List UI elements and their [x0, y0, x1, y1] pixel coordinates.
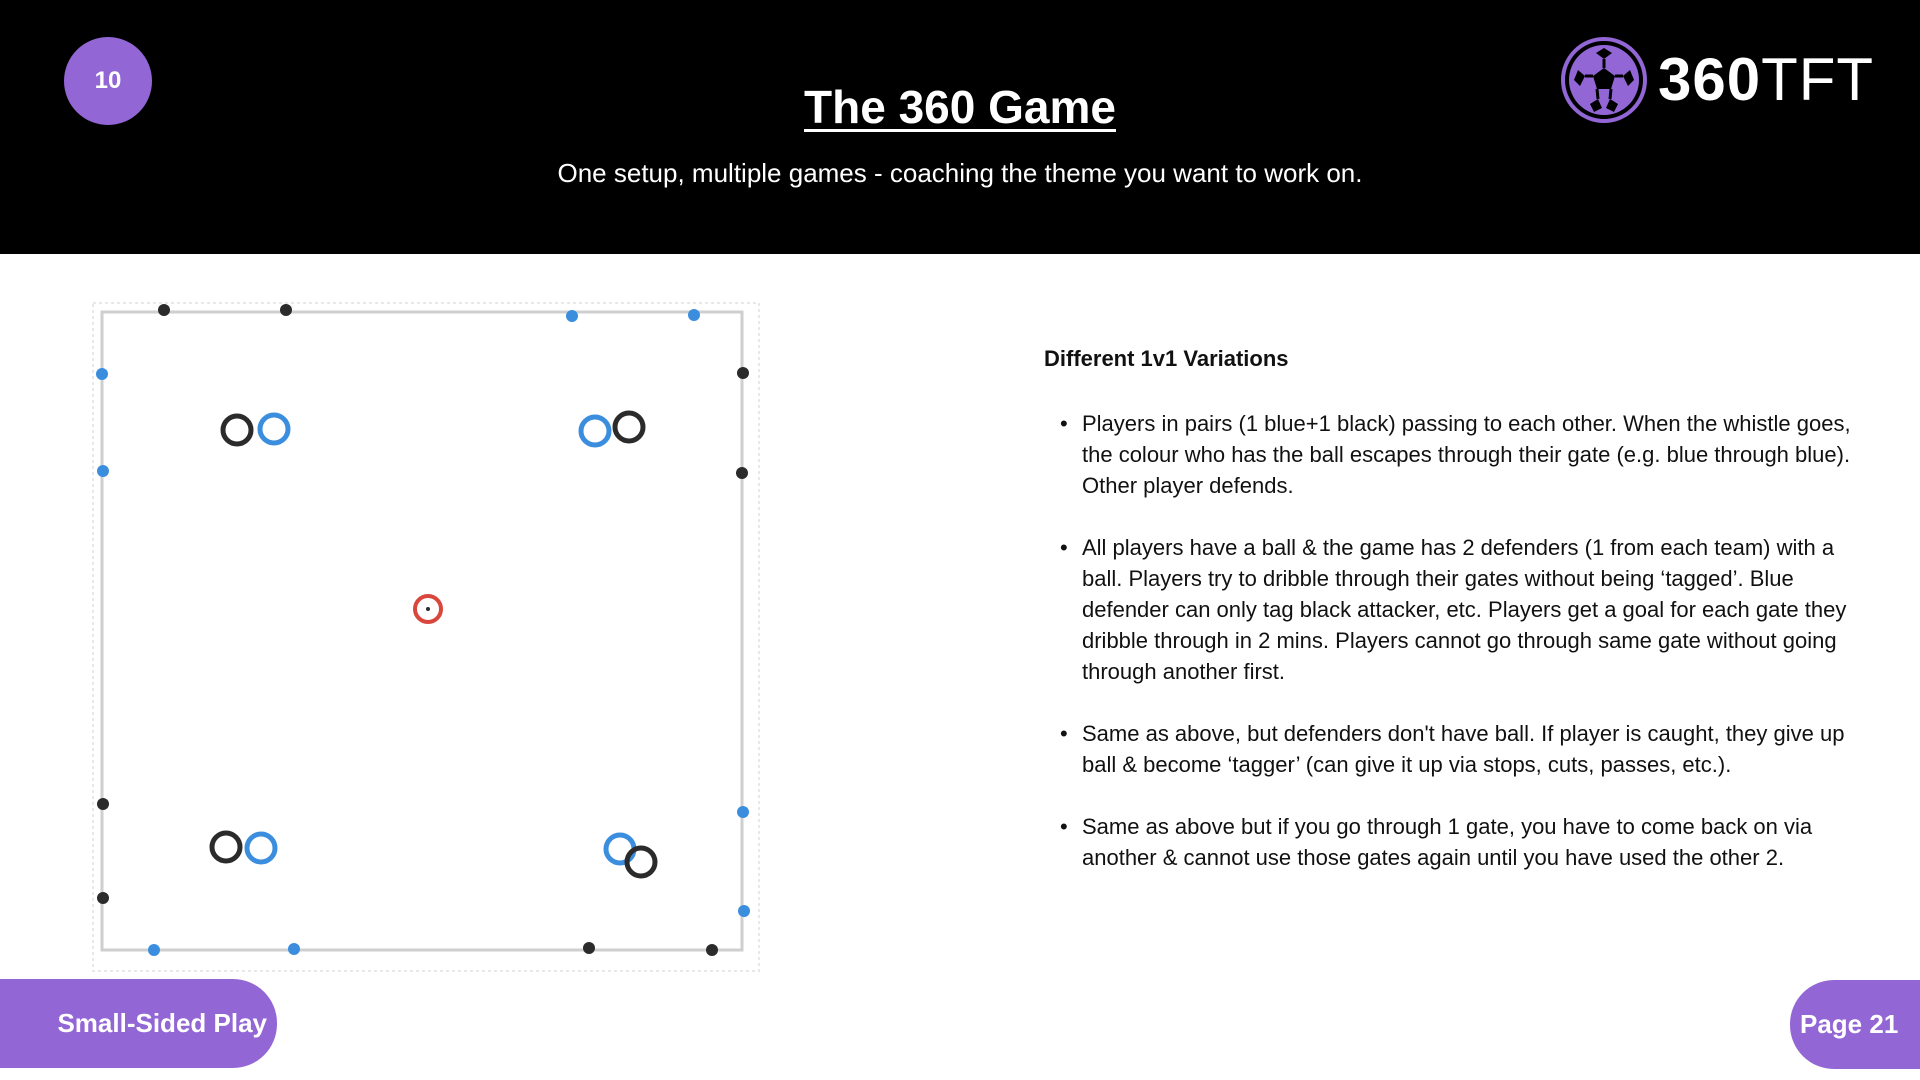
player-black [212, 833, 240, 861]
list-item: • Same as above, but defenders don't have ball. If player is caught, they give up ball & become ‘tagger’ (can give it up via stops, cuts, passes, etc.). [1060, 721, 1845, 777]
cone-black [583, 942, 595, 954]
list-item: • Players in pairs (1 blue+1 black) passing to each other. When the whistle goes, the colour who has the ball escapes through their gate (e.g. blue through blue). Other player defends. [1060, 411, 1851, 498]
brand-logo [1560, 36, 1874, 124]
cone-blue [566, 310, 578, 322]
pitch-svg [92, 302, 760, 972]
cone-blue [738, 905, 750, 917]
variations-list [1044, 408, 1864, 873]
player-black [627, 848, 655, 876]
slide-number-badge: 10 [64, 37, 152, 125]
cone-blue [688, 309, 700, 321]
pitch-boundary [102, 312, 742, 950]
cone-black [280, 304, 292, 316]
section-heading: Different 1v1 Variations [1044, 346, 1289, 371]
cone-black [158, 304, 170, 316]
cone-black [97, 892, 109, 904]
page-number-tag: Page 21 [1790, 980, 1920, 1069]
page-subtitle: One setup, multiple games - coaching the theme you want to work on. [557, 158, 1363, 188]
cone-black [736, 467, 748, 479]
cone-black [737, 367, 749, 379]
cone-blue [148, 944, 160, 956]
header-bar [0, 0, 1920, 254]
cone-blue [288, 943, 300, 955]
variations-section [1044, 346, 1864, 904]
page-title: The 360 Game [804, 81, 1116, 133]
cone-black [706, 944, 718, 956]
soccer-ball-icon [1560, 36, 1648, 124]
cone-black [97, 798, 109, 810]
player-black [615, 413, 643, 441]
logo-wordmark: 360TFT [1658, 46, 1875, 113]
list-item: • All players have a ball & the game has 2 defenders (1 from each team) with a ball. Players try to dribble through their gates without being ‘tagged’. Blue defender can only tag black attacker, etc. Players get a goal for each gate they dribble through in 2 mins. Players cannot go through same gate without going through another first. [1060, 535, 1847, 684]
player-blue [260, 415, 288, 443]
cone-blue [737, 806, 749, 818]
cone-blue [97, 465, 109, 477]
list-item: • Same as above but if you go through 1 gate, you have to come back on via another & cannot use those gates again until you have used the other 2. [1060, 814, 1813, 870]
player-blue [581, 417, 609, 445]
player-black [223, 416, 251, 444]
player-blue [247, 834, 275, 862]
cone-blue [96, 368, 108, 380]
drill-diagram [92, 302, 760, 972]
category-tag: Small-Sided Play [0, 979, 277, 1068]
